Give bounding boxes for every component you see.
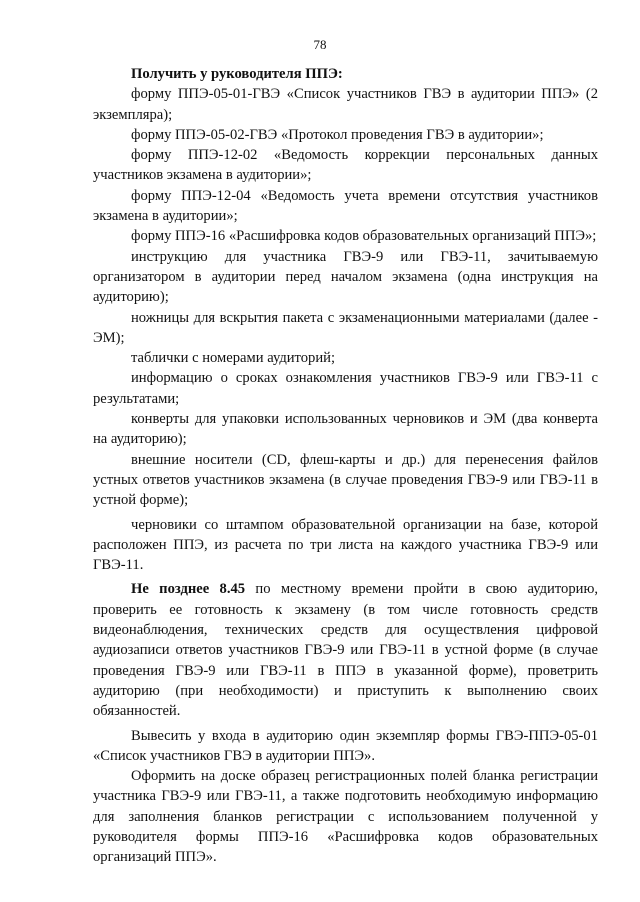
deadline-paragraph: [93, 579, 598, 721]
list-item-results-info: информацию о сроках ознакомления участников ГВЭ-9 или ГВЭ-11 с результатами;: [93, 370, 598, 407]
list-item-instruction: инструкцию для участника ГВЭ-9 или ГВЭ-11, зачитываемую организатором в аудитории перед началом экзамена (одна инструкция на аудиторию);: [93, 248, 598, 306]
list-item-form-16: форму ППЭ-16 «Расшифровка кодов образовательных организаций ППЭ»;: [131, 228, 597, 245]
list-item-room-signs: таблички с номерами аудиторий;: [131, 350, 336, 367]
list-item-drafts: черновики со штампом образовательной организации на базе, которой расположен ППЭ, из расчета по три листа на каждого участника ГВЭ-9 или ГВЭ-11.: [93, 516, 598, 574]
list-item-form-12-04: форму ППЭ-12-04 «Ведомость учета времени отсутствия участников экзамена в аудитории»;: [93, 187, 598, 225]
deadline-time: Не позднее 8.45: [131, 581, 246, 598]
board-sample-paragraph: Оформить на доске образец регистрационных полей бланка регистрации участника ГВЭ-9 или ГВЭ-11, а также подготовить необходимую информацию для заполнения бланков регистрации с использованием полученной у руководителя формы ППЭ-16 «Расшифровка кодов образовательных организаций ППЭ».: [93, 768, 598, 866]
deadline-text: по местному времени пройти в свою аудиторию, проверить ее готовность к экзамену (в том числе готовность средств видеонаблюдения, технических средств для осуществления цифровой аудиозаписи ответов участников ГВЭ-9 или ГВЭ-11 в устной форме (в случае проведения ГВЭ-9 или ГВЭ-11 в ППЭ в указанной форме), проветрить аудиторию (при необходимости) и приступить к выполнению своих обязанностей.: [93, 581, 599, 720]
list-item-external-media: внешние носители (CD, флеш-карты и др.) для перенесения файлов устных ответов участников экзамена (в случае проведения ГВЭ-9 или ГВЭ-11 в устной форме);: [93, 451, 598, 509]
list-item-form-05-01: форму ППЭ-05-01-ГВЭ «Список участников ГВЭ в аудитории ППЭ» (2 экземпляра);: [93, 86, 598, 123]
post-form-paragraph: Вывесить у входа в аудиторию один экземпляр формы ГВЭ-ППЭ-05-01 «Список участников ГВЭ в аудитории ППЭ».: [93, 727, 598, 764]
section-heading: Получить у руководителя ППЭ:: [131, 66, 343, 82]
list-item-form-12-02: форму ППЭ-12-02 «Ведомость коррекции персональных данных участников экзамена в аудитории»;: [93, 147, 598, 184]
list-item-scissors: ножницы для вскрытия пакета с экзаменационными материалами (далее - ЭМ);: [93, 309, 598, 346]
document-body: [93, 64, 598, 868]
list-item-envelopes: конверты для упаковки использованных черновиков и ЭМ (два конверта на аудиторию);: [93, 411, 598, 448]
list-item-form-05-02: форму ППЭ-05-02-ГВЭ «Протокол проведения ГВЭ в аудитории»;: [131, 126, 544, 143]
page-number: 78: [313, 37, 327, 52]
